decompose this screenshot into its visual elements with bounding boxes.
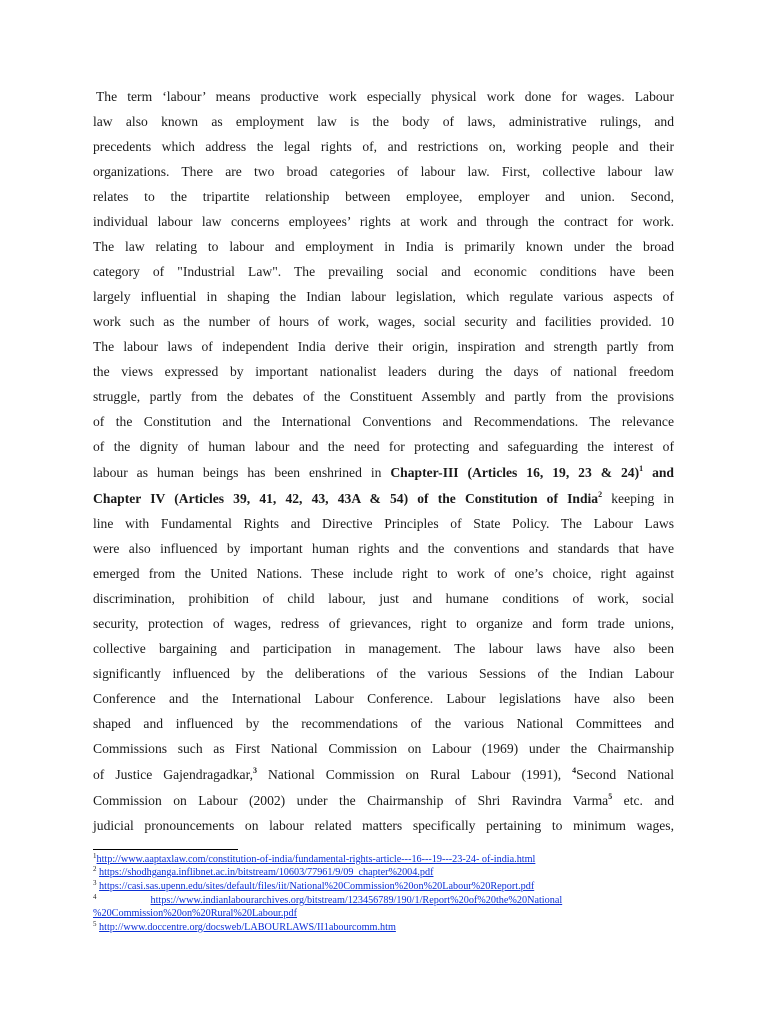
footnote-ref-5: 5	[608, 792, 613, 801]
footnote-1	[93, 853, 675, 866]
body-line-5: relates to the tripartite relationship between employee, employer and union. Second,	[93, 189, 674, 204]
body-line-6: individual labour law concerns employees’ rights at work and through the contract for work.	[93, 214, 674, 229]
bold-citation: Chapter-III (Articles 16, 19, 23 & 24)	[390, 465, 640, 480]
footnote-link-3[interactable]: https://casi.sas.upenn.edu/sites/default/files/iit/National%20Commission%20on%20Labour%20Report.pdf	[99, 881, 535, 892]
footnote-separator	[93, 849, 238, 850]
body-line-7: The law relating to labour and employment in India is primarily known under the broad	[93, 239, 674, 254]
body-line-26: shaped and influenced by the recommendations of the various National Committees and	[93, 716, 674, 731]
body-line-22: security, protection of wages, redress of grievances, right to organize and form trade unions,	[93, 616, 674, 631]
body-line-14: of the Constitution and the International Conventions and Recommendations. The relevance	[93, 414, 674, 429]
footnote-3	[93, 880, 675, 893]
body-text: National Commission on Rural Labour (1991),	[256, 767, 573, 782]
footnote-number: 3	[93, 879, 97, 887]
bold-citation: Chapter IV (Articles 39, 41, 42, 43, 43A & 54) of the Constitution of India	[93, 491, 599, 506]
body-line-1: The term ‘labour’ means productive work especially physical work done for wages. Labour	[96, 89, 674, 104]
body-line-16	[93, 460, 674, 485]
body-line-30: judicial pronouncements on labour related matters specifically pertaining to minimum wages,	[93, 818, 674, 833]
footnote-number: 1	[93, 852, 97, 860]
footnote-number: 4	[93, 893, 97, 901]
body-line-29	[93, 788, 674, 813]
body-text: of Justice Gajendragadkar,	[93, 767, 253, 782]
footnote-ref-1: 1	[639, 464, 644, 473]
footnote-ref-2: 2	[598, 490, 603, 499]
footnote-link-1[interactable]: http://www.aaptaxlaw.com/constitution-of-india/fundamental-rights-article---16---19---23-24- of-india.html	[96, 854, 536, 865]
footnote-link-5[interactable]: http://www.doccentre.org/docsweb/LABOURLAWS/II1abourcomm.htm	[99, 922, 396, 933]
body-text: etc. and	[612, 793, 674, 808]
footnote-ref-4: 4	[572, 766, 577, 775]
footnote-2	[93, 866, 675, 879]
body-line-24: significantly influenced by the deliberations of the various Sessions of the Indian Labour	[93, 666, 674, 681]
body-line-2: law also known as employment law is the body of laws, administrative rulings, and	[93, 114, 674, 129]
body-line-13: struggle, partly from the debates of the Constituent Assembly and partly from the provisions	[93, 389, 674, 404]
body-line-11: The labour laws of independent India derive their origin, inspiration and strength partly from	[93, 339, 674, 354]
body-line-3: precedents which address the legal rights of, and restrictions on, working people and their	[93, 139, 674, 154]
body-line-20: emerged from the United Nations. These include right to work of one’s choice, right against	[93, 566, 674, 581]
footnote-5	[93, 921, 675, 934]
bold-text: and	[643, 465, 674, 480]
footnote-4-continued	[93, 907, 675, 920]
body-text: Commission on Labour (2002) under the Chairmanship of Shri Ravindra Varma	[93, 793, 609, 808]
body-line-28	[93, 762, 674, 787]
footnote-ref-3: 3	[252, 766, 257, 775]
body-line-18: line with Fundamental Rights and Directive Principles of State Policy. The Labour Laws	[93, 516, 674, 531]
body-line-23: collective bargaining and participation in management. The labour laws have also been	[93, 641, 674, 656]
footnote-link-4[interactable]: https://www.indianlabourarchives.org/bitstream/123456789/190/1/Report%20of%20the%20National	[150, 895, 563, 906]
footnote-link-4-continued[interactable]: %20Commission%20on%20Rural%20Labour.pdf	[93, 908, 298, 919]
footnote-number: 2	[93, 865, 97, 873]
body-line-8: category of "Industrial Law". The prevailing social and economic conditions have been	[93, 264, 674, 279]
body-line-21: discrimination, prohibition of child labour, just and humane conditions of work, social	[93, 591, 674, 606]
body-line-12: the views expressed by important nationalist leaders during the days of national freedom	[93, 364, 674, 379]
body-text: keeping in	[602, 491, 674, 506]
body-line-27: Commissions such as First National Commission on Labour (1969) under the Chairmanship	[93, 741, 674, 756]
footnote-4	[93, 894, 675, 907]
footnote-link-2[interactable]: https://shodhganga.inflibnet.ac.in/bitstream/10603/77961/9/09_chapter%2004.pdf	[99, 867, 434, 878]
body-line-25: Conference and the International Labour Conference. Labour legislations have also been	[93, 691, 674, 706]
body-line-10: work such as the number of hours of work, wages, social security and facilities provided. 10	[93, 314, 674, 329]
body-text: Second National	[576, 767, 674, 782]
body-text: labour as human beings has been enshrined in	[93, 465, 391, 480]
body-line-9: largely influential in shaping the Indian labour legislation, which regulate various aspects of	[93, 289, 674, 304]
body-line-17	[93, 486, 674, 511]
body-line-4: organizations. There are two broad categories of labour law. First, collective labour law	[93, 164, 674, 179]
body-line-19: were also influenced by important human rights and the conventions and standards that have	[93, 541, 674, 556]
body-line-15: of the dignity of human labour and the need for protecting and safeguarding the interest of	[93, 439, 674, 454]
footnote-number: 5	[93, 920, 97, 928]
